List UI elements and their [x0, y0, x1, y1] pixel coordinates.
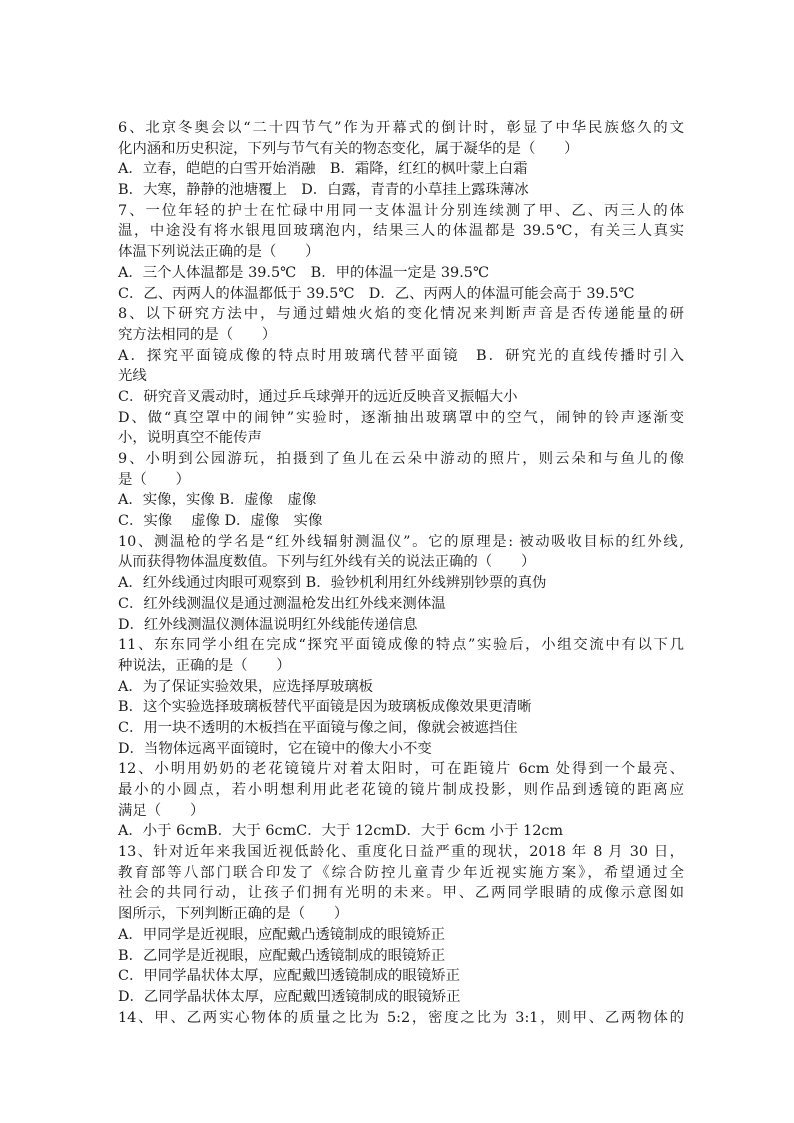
text-line: D．红外线测温仪测体温说明红外线能传递信息	[118, 616, 418, 633]
text-line: 14、甲、乙两实心物体的质量之比为 5:2，密度之比为 3:1，则甲、乙两物体的	[118, 1009, 684, 1026]
text-line: A．为了保证实验效果，应选择厚玻璃板	[118, 678, 374, 695]
text-line: 化内涵和历史积淀，下列与节气有关的物态变化，属于凝华的是（ ）	[118, 140, 579, 157]
text-line: 究方法相同的是（ ）	[118, 326, 277, 343]
text-line: 12、小明用奶奶的老花镜镜片对着太阳时，可在距镜片 6cm 处得到一个最亮、	[118, 761, 684, 778]
text-line: 6、北京冬奥会以“二十四节气”作为开幕式的倒计时，彰显了中华民族悠久的文	[118, 120, 684, 136]
text-line: B．这个实验选择玻璃板替代平面镜是因为玻璃板成像效果更清晰	[118, 699, 532, 716]
text-line: A．三个人体温都是 39.5℃ B．甲的体温一定是 39.5℃	[118, 264, 490, 281]
text-line: 最小的小圆点，若小明想利用此老花镜的镜片制成投影，则作品到透镜的距离应	[118, 782, 684, 798]
text-line: D．乙同学晶状体太厚，应配戴凹透镜制成的眼镜矫正	[118, 988, 461, 1005]
text-line: A．探究平面镜成像的特点时用玻璃代替平面镜 B．研究光的直线传播时引入	[118, 347, 684, 364]
text-line: 图所示，下列判断正确的是（ ）	[118, 906, 349, 923]
text-line: C．实像 虚像 D．虚像 实像	[118, 513, 323, 530]
text-line: A．甲同学是近视眼，应配戴凸透镜制成的眼镜矫正	[118, 926, 445, 943]
text-line: D．当物体远离平面镜时，它在镜中的像大小不变	[118, 740, 432, 757]
text-line: B．大寒，静静的池塘覆上 D．白露，青青的小草挂上露珠薄冰	[118, 182, 529, 199]
text-line: C．甲同学晶状体太厚，应配戴凹透镜制成的眼镜矫正	[118, 968, 460, 985]
text-line: 从而获得物体温度数值。下列与红外线有关的说法正确的（ ）	[118, 554, 536, 571]
text-line: C．红外线测温仪是通过测温枪发出红外线来测体温	[118, 595, 446, 612]
text-line: C．乙、丙两人的体温都低于 39.5℃ D．乙、丙两人的体温可能会高于 39.5℃	[118, 285, 635, 302]
text-line: C．研究音叉震动时，通过乒乓球弹开的远近反映音叉振幅大小	[118, 388, 518, 405]
text-line: C．用一块不透明的木板挡在平面镜与像之间，像就会被遮挡住	[118, 719, 518, 736]
text-line: 温，中途没有将水银甩回玻璃泡内，结果三人的体温都是 39.5℃，有关三人真实	[118, 223, 684, 240]
text-line: 10、测温枪的学名是“红外线辐射测温仪”。它的原理是: 被动吸收目标的红外线,	[118, 533, 684, 550]
text-line: 9、小明到公园游玩，拍摄到了鱼儿在云朵中游动的照片，则云朵和与鱼儿的像	[118, 451, 684, 467]
text-line: 种说法，正确的是（ ）	[118, 657, 291, 674]
text-line: 体温下列说法正确的是（ ）	[118, 244, 320, 261]
text-line: A．小于 6cmB．大于 6cmC．大于 12cmD．大于 6cm 小于 12cm	[118, 823, 564, 840]
text-line: A．立春，皑皑的白雪开始消融 B．霜降，红红的枫叶蒙上白霜	[118, 161, 528, 178]
text-line: 11、东东同学小组在完成“探究平面镜成像的特点”实验后，小组交流中有以下几	[118, 637, 684, 654]
text-line: 13、针对近年来我国近视低龄化、重度化日益严重的现状，2018 年 8 月 30 日，	[118, 844, 684, 861]
text-line: 小，说明真空不能传声	[118, 430, 262, 447]
text-line: D、做“真空罩中的闹钟”实验时，逐渐抽出玻璃罩中的空气，闹钟的铃声逐渐变	[118, 409, 684, 426]
text-line: 社会的共同行动，让孩子们拥有光明的未来。甲、乙两同学眼睛的成像示意图如	[118, 885, 684, 902]
document-page	[118, 118, 684, 1028]
text-line: A．实像，实像 B．虚像 虚像	[118, 492, 317, 509]
text-line: 8、以下研究方法中，与通过蜡烛火焰的变化情况来判断声音是否传递能量的研	[118, 306, 684, 323]
text-line: A．红外线通过肉眼可观察到 B．验钞机利用红外线辨别钞票的真伪	[118, 575, 547, 592]
text-line: 满足（ ）	[118, 802, 205, 819]
text-line: 是（ ）	[118, 471, 190, 488]
text-line: 7、一位年轻的护士在忙碌中用同一支体温计分别连续测了甲、乙、丙三人的体	[118, 202, 684, 219]
text-line: 教育部等八部门联合印发了《综合防控儿童青少年近视实施方案》，希望通过全	[118, 864, 684, 881]
text-line: B．乙同学是近视眼，应配戴凸透镜制成的眼镜矫正	[118, 947, 446, 964]
text-line: 光线	[118, 368, 147, 385]
